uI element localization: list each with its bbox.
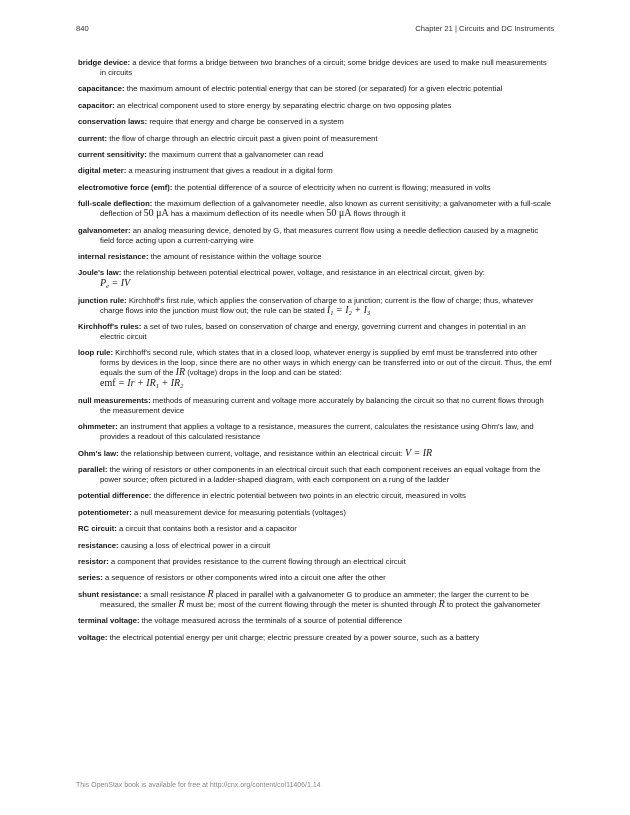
glossary-definition: a null measurement device for measuring potentials (voltages) [133, 507, 346, 517]
glossary-entry-joules-law [78, 268, 552, 289]
glossary-definition: a set of two rules, based on conservation of charge and energy, governing current and changes in potential in an electric circuit [100, 322, 526, 342]
glossary-definition: to protect the galvanometer [446, 599, 541, 609]
glossary-term: digital meter: [78, 166, 127, 176]
glossary-definition: the maximum amount of electric potential energy that can be stored (or separated) for a given electric potential [126, 84, 503, 94]
glossary-term: parallel: [78, 465, 108, 475]
glossary-term: bridge device: [78, 58, 131, 67]
glossary-term: resistor: [78, 556, 109, 566]
glossary-definition: a measuring instrument that gives a readout in a digital form [128, 166, 333, 176]
glossary-term: capacitance: [78, 84, 125, 94]
glossary-definition: the wiring of resistors or other components in an electrical circuit such that each component receives an equal voltage from the power source; often pictured in a ladder-shaped diagram, with each component on a rung of the ladder [100, 465, 541, 485]
glossary-entry-galvanometer [78, 226, 552, 246]
glossary-entry-ohmmeter [78, 422, 552, 442]
glossary-definition: the potential difference of a source of electricity when no current is flowing; measured in volts [174, 182, 491, 192]
math-symbol: R [178, 598, 185, 610]
glossary-term: capacitor: [78, 100, 115, 110]
glossary-entry-junction-rule [78, 296, 552, 316]
glossary-term: electromotive force (emf): [78, 182, 173, 192]
glossary-term: potentiometer: [78, 507, 132, 517]
glossary-definition: the relationship between current, voltage, and resistance within an electrical circuit: [120, 448, 403, 458]
equation: emf = $Ir + IR_1 + IR_2$ [100, 378, 184, 391]
glossary-term: ohmmeter: [78, 422, 118, 432]
glossary-entry-emf [78, 183, 552, 193]
glossary-term: Kirchhoff's rules: [78, 322, 142, 332]
equation: V = IR [405, 447, 433, 459]
equation: $I_1 = I_2 + I_3$ [326, 304, 371, 317]
glossary-definition: the amount of resistance within the voltage source [150, 251, 322, 261]
math-symbol: IR [175, 367, 186, 379]
glossary-entry-terminal-voltage [78, 616, 552, 626]
glossary-term: loop rule: [78, 348, 114, 358]
glossary [78, 58, 552, 649]
glossary-definition: placed in parallel with a galvanometer G to produce an ammeter; the larger the current to be measured, the smaller [100, 589, 529, 609]
glossary-definition: a circuit that contains both a resistor and a capacitor [119, 524, 297, 534]
glossary-definition: (voltage) drops in the loop and can be stated: [187, 368, 342, 378]
glossary-definition: an instrument that applies a voltage to a resistance, measures the current, calculates the resistance using Ohm's law, and provides a readout of this calculated resistance [100, 422, 534, 442]
page-header [76, 24, 554, 36]
glossary-entry-resistor [78, 557, 552, 567]
glossary-term: null measurements: [78, 395, 151, 405]
glossary-definition: a component that provides resistance to the current flowing through an electrical circuit [110, 556, 406, 566]
equation: $P_e$ = IV [100, 278, 131, 291]
math-symbol: R [438, 598, 445, 610]
page-number: 840 [76, 24, 89, 33]
glossary-term: potential difference: [78, 491, 152, 501]
glossary-definition: a device that forms a bridge between two branches of a circuit; some bridge devices are used to make null measurements in circuits [100, 58, 547, 77]
glossary-term: junction rule: [78, 295, 127, 305]
glossary-term: current sensitivity: [78, 149, 147, 159]
glossary-definition: has a maximum deflection of its needle when [170, 209, 325, 219]
glossary-term: voltage: [78, 632, 108, 642]
glossary-entry-null-measurements [78, 396, 552, 416]
glossary-definition: Kirchhoff's second rule, which states that in a closed loop, whatever energy is supplied by emf must be transferred into other forms by devices in the loop, since there are no other ways in which energy can be transferred into or out of the circuit. Thus, the emf equals the sum of the [100, 348, 552, 378]
glossary-entry-capacitor [78, 101, 552, 111]
glossary-entry-internal-resistance [78, 252, 552, 262]
glossary-term: full-scale deflection: [78, 199, 153, 209]
glossary-definition: a sequence of resistors or other components wired into a circuit one after the other [104, 573, 386, 583]
glossary-entry-loop-rule [78, 348, 552, 389]
math-value: 50 μA [326, 208, 352, 220]
glossary-definition: flows through it [353, 209, 406, 219]
glossary-definition: the voltage measured across the terminals of a source of potential difference [141, 616, 403, 626]
glossary-entry-voltage [78, 633, 552, 643]
glossary-entry-digital-meter [78, 166, 552, 176]
glossary-entry-full-scale-deflection [78, 199, 552, 219]
glossary-entry-potential-difference [78, 491, 552, 501]
glossary-definition: the relationship between potential electrical power, voltage, and resistance in an electrical circuit, given by: [123, 268, 485, 278]
glossary-entry-kirchhoffs-rules [78, 322, 552, 342]
glossary-definition: Kirchhoff's first rule, which applies the conservation of charge to a junction; current is the flow of charge; thus, whatever charge flows into the junction must flow out; the rule can be stated [100, 295, 534, 315]
glossary-term: shunt resistance: [78, 589, 142, 599]
glossary-definition: a small resistance [143, 589, 206, 599]
glossary-entry-capacitance [78, 84, 552, 94]
glossary-entry-current-sensitivity [78, 150, 552, 160]
glossary-definition: the maximum deflection of a galvanometer needle, also known as current sensitivity; a galvanometer with a full-scale deflection of [100, 199, 551, 219]
glossary-definition: the maximum current that a galvanometer can read [148, 149, 324, 159]
glossary-definition: the flow of charge through an electric circuit past a given point of measurement [109, 133, 378, 143]
glossary-term: resistance: [78, 540, 119, 550]
chapter-title: Chapter 21 | Circuits and DC Instruments [415, 24, 554, 33]
glossary-entry-shunt-resistance [78, 590, 552, 610]
glossary-definition: the electrical potential energy per unit charge; electric pressure created by a power source, such as a battery [109, 632, 480, 642]
glossary-entry-current [78, 134, 552, 144]
glossary-entry-ohms-law [78, 449, 552, 459]
glossary-term: current: [78, 133, 108, 143]
glossary-term: RC circuit: [78, 524, 117, 534]
glossary-term: conservation laws: [78, 117, 148, 127]
glossary-term: Ohm's law: [78, 448, 119, 458]
glossary-entry-bridge-device [78, 58, 552, 78]
math-value: 50 μA [143, 208, 169, 220]
glossary-term: internal resistance: [78, 251, 149, 261]
glossary-entry-resistance [78, 541, 552, 551]
glossary-definition: the difference in electric potential between two points in an electric circuit, measured in volts [153, 491, 466, 501]
glossary-definition: causing a loss of electrical power in a circuit [120, 540, 271, 550]
glossary-entry-parallel [78, 465, 552, 485]
glossary-definition: require that energy and charge be conserved in a system [149, 117, 344, 127]
glossary-definition: methods of measuring current and voltage more accurately by balancing the circuit so that no current flows through the measurement device [100, 395, 544, 415]
glossary-definition: an analog measuring device, denoted by G, that measures current flow using a needle deflection caused by a magnetic field force acting upon a current-carrying wire [100, 225, 539, 245]
glossary-entry-conservation-laws [78, 117, 552, 127]
glossary-entry-series [78, 573, 552, 583]
glossary-entry-rc-circuit [78, 524, 552, 534]
glossary-definition: must be; most of the current flowing through the meter is shunted through [186, 599, 437, 609]
page-footer: This OpenStax book is available for free at http://cnx.org/content/col11406/1.14 [76, 782, 321, 789]
glossary-definition: an electrical component used to store energy by separating electric charge on two opposing plates [116, 100, 452, 110]
math-symbol: R [207, 588, 214, 600]
glossary-term: series: [78, 573, 103, 583]
glossary-term: galvanometer: [78, 225, 131, 235]
glossary-entry-potentiometer [78, 508, 552, 518]
glossary-term: terminal voltage: [78, 616, 140, 626]
glossary-term: Joule's law: [78, 268, 122, 278]
